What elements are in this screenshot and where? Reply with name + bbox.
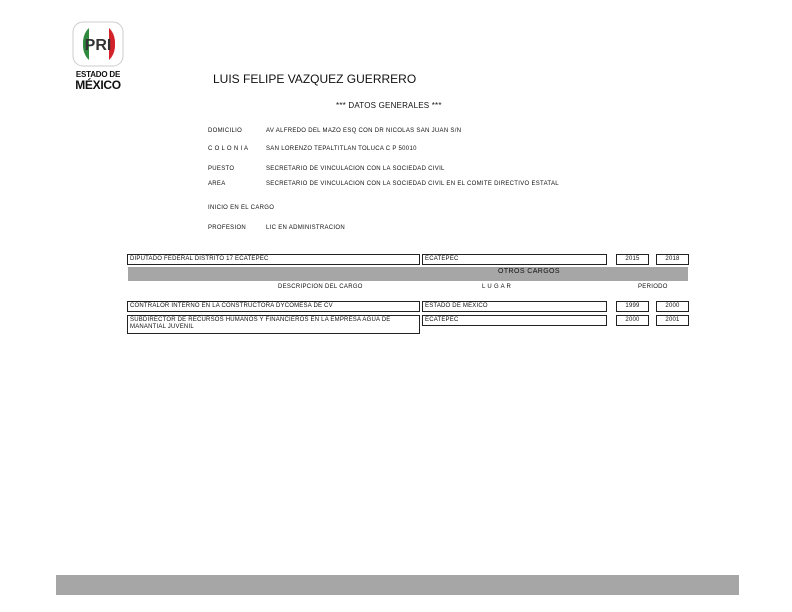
position-value: SECRETARIO DE VINCULACION CON LA SOCIEDAD CIVIL: [266, 166, 445, 172]
svg-text:PRI: PRI: [84, 37, 112, 54]
logo-line-1: ESTADO DE: [75, 70, 121, 79]
address-label: DOMICILIO: [208, 128, 243, 134]
other-posts-title: OTROS CARGOS: [498, 268, 560, 275]
colony-value: SAN LORENZO TEPALTITLAN TOLUCA C P 50010: [266, 146, 417, 152]
other-post-place: ECATEPEC: [422, 315, 607, 326]
address-value: AV ALFREDO DEL MAZO ESQ CON DR NICOLAS SAN JUAN S/N: [266, 128, 462, 134]
colony-label: C O L O N I A: [208, 146, 249, 152]
other-post-to: 2000: [656, 301, 689, 312]
current-post-description: DIPUTADO FEDERAL DISTRITO 17 ECATEPEC: [127, 254, 420, 265]
start-date-label: INICIO EN EL CARGO: [208, 205, 275, 211]
area-label: AREA: [208, 181, 226, 187]
area-value: SECRETARIO DE VINCULACION CON LA SOCIEDAD CIVIL EN EL COMITE DIRECTIVO ESTATAL: [266, 181, 559, 187]
logo-line-2: MÉXICO: [75, 78, 121, 92]
other-post-from: 1999: [616, 301, 649, 312]
header-period: PERIODO: [638, 284, 668, 290]
other-post-description: SUBDIRECTOR DE RECURSOS HUMANOS Y FINANCIEROS EN LA EMPRESA AGUA DE MANANTIAL JUVENIL: [127, 315, 420, 334]
current-post-to: 2018: [656, 254, 689, 265]
other-posts-bar: [128, 267, 688, 281]
other-post-place: ESTADO DE MEXICO: [422, 301, 607, 312]
general-data-title: *** DATOS GENERALES ***: [336, 101, 442, 110]
other-post-from: 2000: [616, 315, 649, 326]
header-place: L U G A R: [482, 284, 512, 290]
other-post-to: 2001: [656, 315, 689, 326]
position-label: PUESTO: [208, 166, 235, 172]
profession-value: LIC EN ADMINISTRACION: [266, 225, 345, 231]
footer-bar: [56, 575, 739, 595]
current-post-from: 2015: [616, 254, 649, 265]
pri-emblem-icon: [70, 20, 126, 70]
profession-label: PROFESION: [208, 225, 247, 231]
person-name: LUIS FELIPE VAZQUEZ GUERRERO: [213, 72, 417, 86]
header-description: DESCRIPCION DEL CARGO: [278, 284, 363, 290]
current-post-place: ECATEPEC: [422, 254, 607, 265]
other-post-description: CONTRALOR INTERNO EN LA CONSTRUCTORA DYCOMESA DE CV: [127, 301, 420, 312]
